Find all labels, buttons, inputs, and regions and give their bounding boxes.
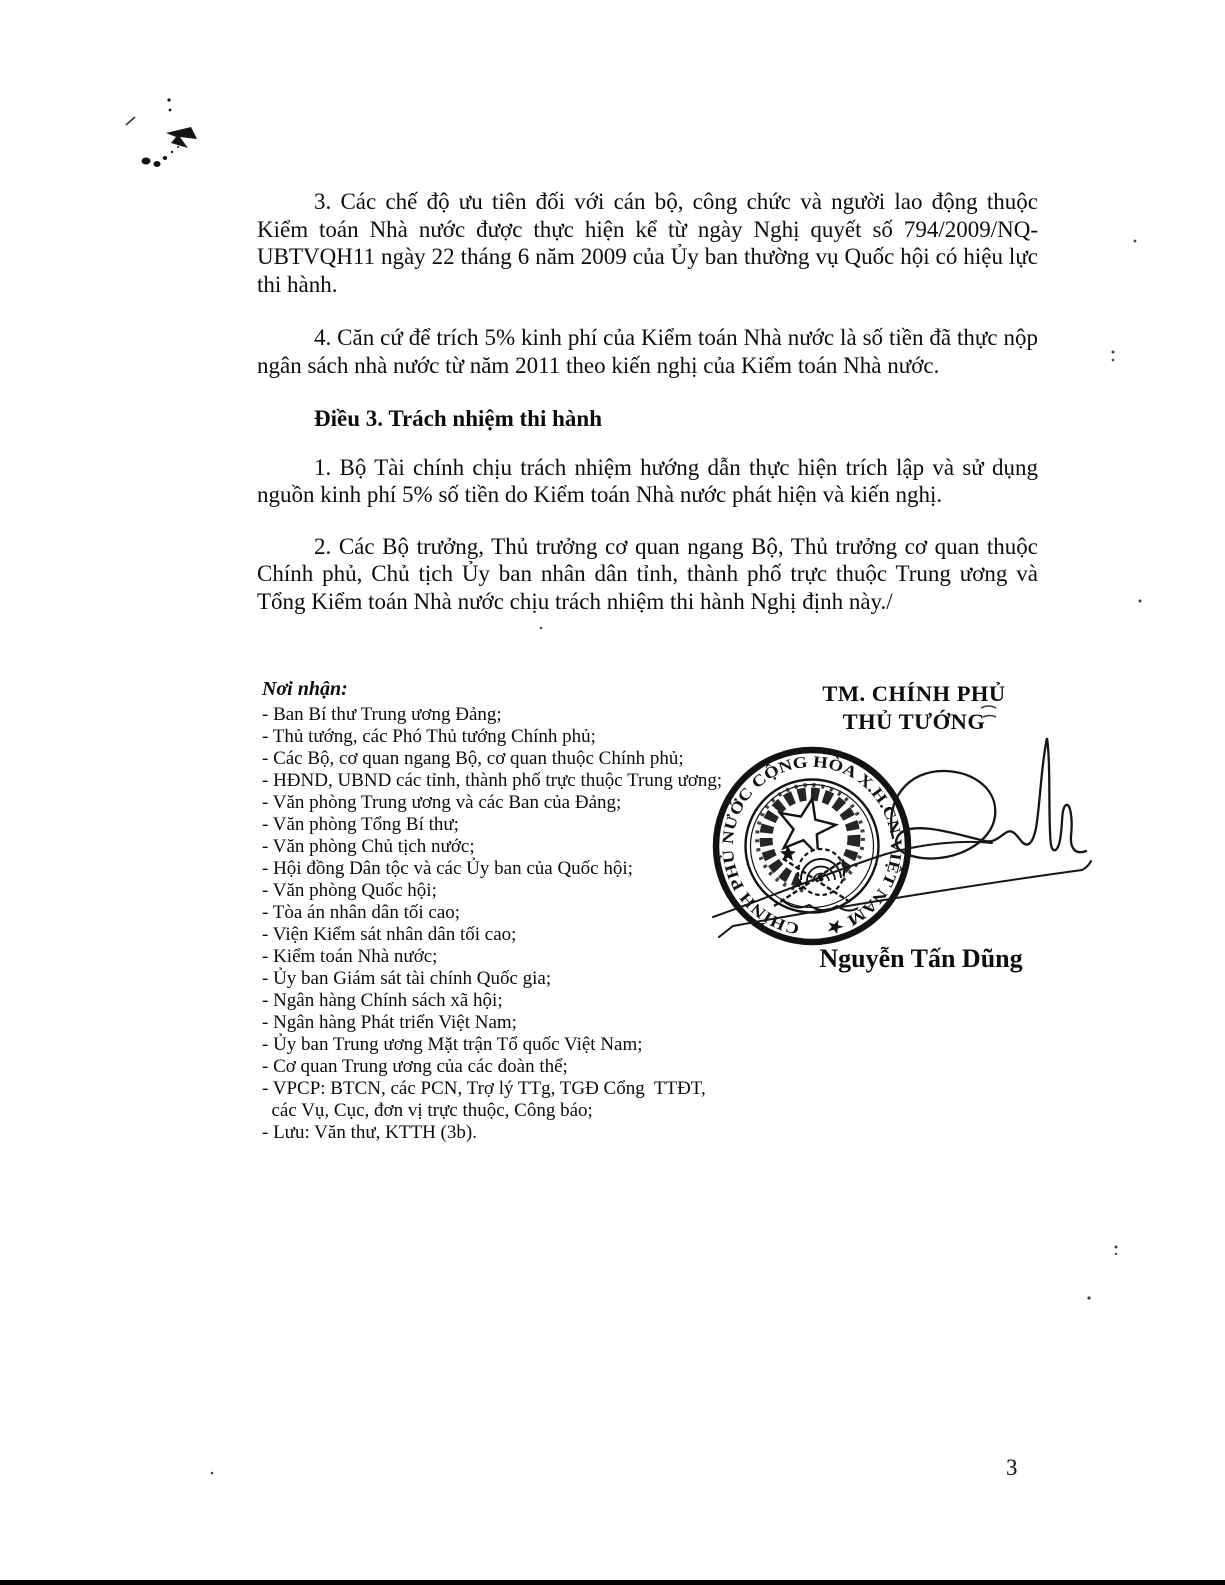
article-3-item-1: 1. Bộ Tài chính chịu trách nhiệm hướng dẫn thực hiện trích lập và sử dụng nguồn kinh phí 5% số tiền do Kiểm toán Nhà nước phát hiện và kiến nghị. [257, 454, 1038, 507]
recipient-line: - Văn phòng Chủ tịch nước; [262, 836, 475, 857]
recipient-line: - Viện Kiểm sát nhân dân tối cao; [262, 924, 517, 945]
seal-ring-text: CHÍNH PHỦ NƯỚC CỘNG HÒA X.H.CN VIỆT NAM ★ [719, 753, 905, 938]
paragraph-4: 4. Căn cứ để trích 5% kinh phí của Kiểm toán Nhà nước là số tiền đã thực nộp ngân sách nhà nước từ năm 2011 theo kiến nghị của Kiểm toán Nhà nước. [257, 325, 1038, 378]
gear-icon [798, 849, 844, 895]
article-3-heading: Điều 3. Trách nhiệm thi hành [314, 406, 602, 431]
on-behalf-of-government: TM. CHÍNH PHỦ [822, 681, 1006, 706]
scan-edge-artifact [0, 1580, 1225, 1585]
recipient-line: - Tòa án nhân dân tối cao; [262, 902, 461, 923]
recipient-line: - Kiểm toán Nhà nước; [262, 946, 438, 967]
recipient-line: - Ngân hàng Chính sách xã hội; [262, 990, 503, 1011]
recipient-line: - Các Bộ, cơ quan ngang Bộ, cơ quan thuộc Chính phủ; [262, 748, 684, 769]
recipients-header: Nơi nhận: [262, 678, 348, 700]
recipients-block [262, 678, 802, 1144]
prime-minister-title: THỦ TƯỚNG [842, 709, 986, 734]
recipient-line: - HĐND, UBND các tỉnh, thành phố trực thuộc Trung ương; [262, 770, 723, 791]
recipient-line: - Văn phòng Trung ương và các Ban của Đảng; [262, 792, 622, 813]
recipient-line: - VPCP: BTCN, các PCN, Trợ lý TTg, TGĐ Cổng TTĐT, [262, 1078, 706, 1099]
signature-authority-block [789, 680, 1039, 736]
recipient-line: - Ủy ban Giám sát tài chính Quốc gia; [262, 968, 552, 989]
recipient-line: - Cơ quan Trung ương của các đoàn thể; [262, 1056, 568, 1077]
recipient-line: - Ngân hàng Phát triển Việt Nam; [262, 1012, 517, 1033]
ink-smudge [126, 98, 197, 167]
decree-body [257, 188, 1038, 615]
recipient-line: - Văn phòng Quốc hội; [262, 880, 437, 901]
recipient-line: - Ban Bí thư Trung ương Đảng; [262, 704, 502, 725]
article-3-item-2: 2. Các Bộ trưởng, Thủ trưởng cơ quan ngang Bộ, Thủ trưởng cơ quan thuộc Chính phủ, Chủ tịch Ủy ban nhân dân tỉnh, thành phố trực thuộc Trung ương và Tổng Kiểm toán Nhà nước chịu trách nhiệm thi hành Nghị định này./ [257, 533, 1038, 614]
recipient-line: - Hội đồng Dân tộc và các Ủy ban của Quốc hội; [262, 858, 633, 879]
recipient-line: - Văn phòng Tổng Bí thư; [262, 814, 459, 835]
recipient-line: - Lưu: Văn thư, KTTH (3b). [262, 1122, 477, 1143]
paragraph-3: 3. Các chế độ ưu tiên đối với cán bộ, công chức và người lao động thuộc Kiểm toán Nhà nước được thực hiện kể từ ngày Nghị quyết số 794/2009/NQ-UBTVQH11 ngày 22 tháng 6 năm 2009 của Ủy ban thường vụ Quốc hội có hiệu lực thi hành. [257, 189, 1038, 297]
recipient-line: - Ủy ban Trung ương Mặt trận Tổ quốc Việt Nam; [262, 1034, 643, 1055]
recipient-line-continuation: các Vụ, Cục, đơn vị trực thuộc, Công báo; [262, 1100, 593, 1121]
recipient-line: - Thủ tướng, các Phó Thủ tướng Chính phủ; [262, 726, 596, 747]
page-number: 3 [1006, 1455, 1018, 1480]
signer-name: Nguyễn Tấn Dũng [819, 944, 1023, 973]
